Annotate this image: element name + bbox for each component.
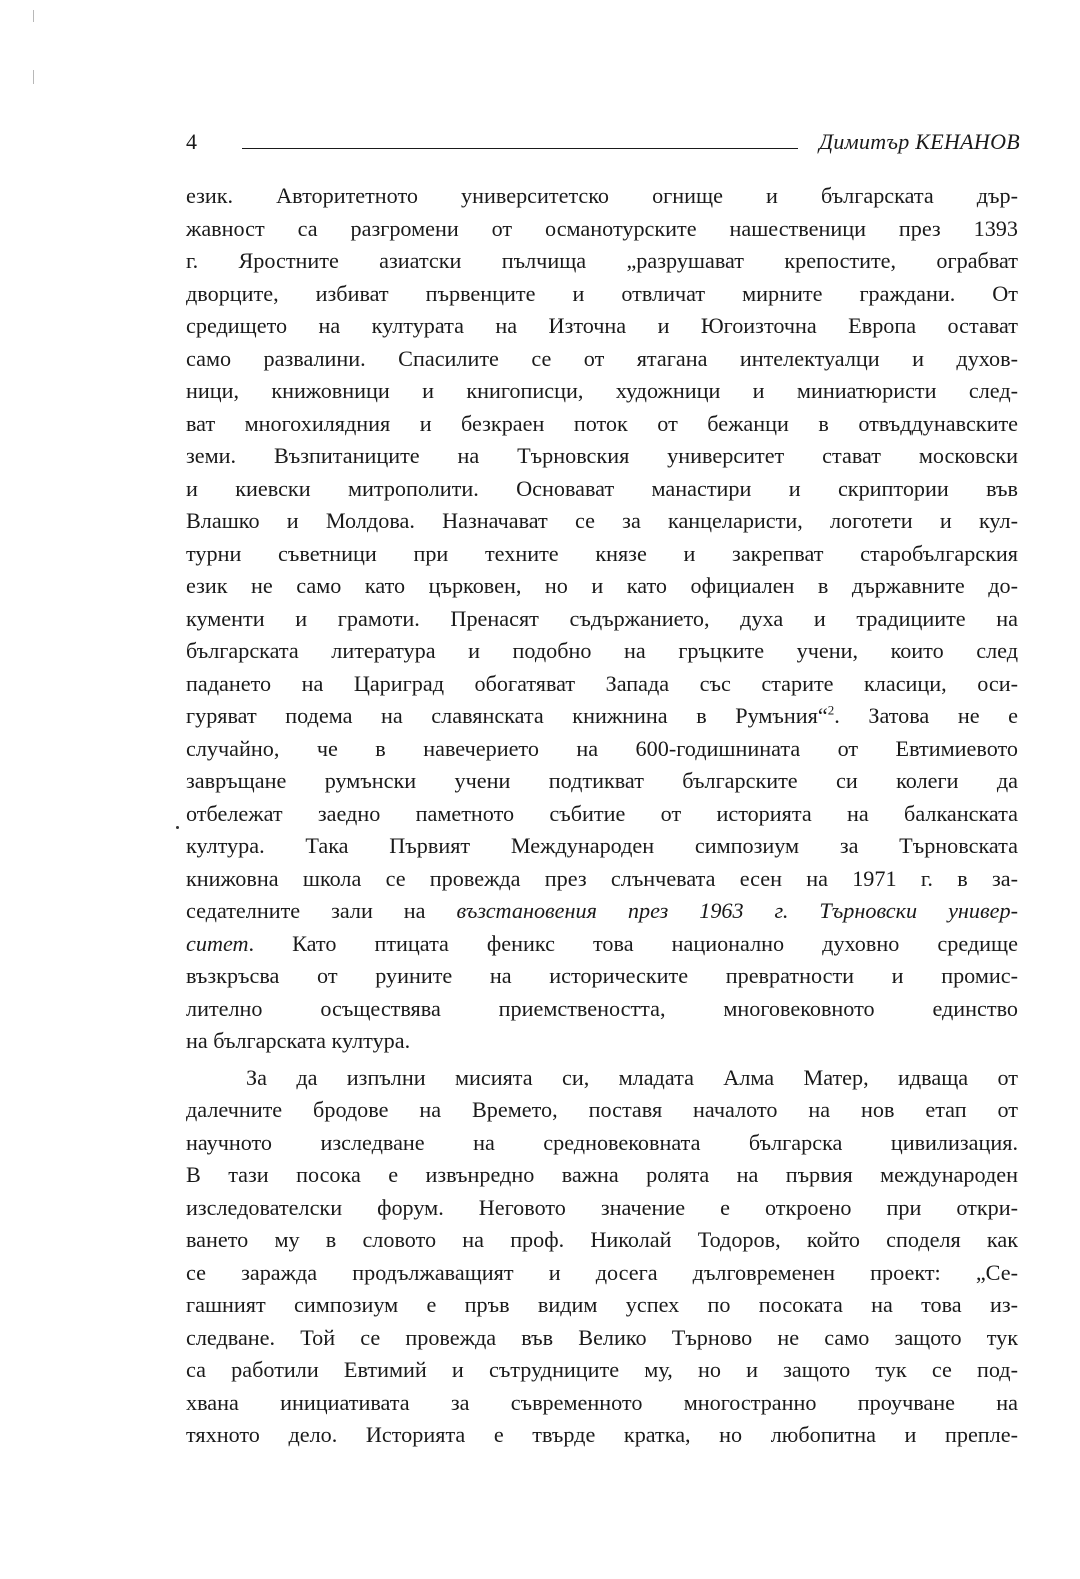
text-line: тяхното дело. Историята е твърде кратка, но любопитна и препле-: [186, 1422, 1018, 1447]
text-segment: . Затова не е: [834, 703, 1018, 728]
text-line: култура. Така Първият Международен симпозиум за Търновската: [186, 833, 1018, 858]
text-line: жавност са разгромени от османотурските нашественици през 1393: [186, 215, 1018, 241]
text-line: са работили Евтимий и сътрудниците му, но и защото тук се под-: [186, 1357, 1018, 1382]
text-line: средището на културата на Източна и Югоизточна Европа остават: [186, 313, 1018, 338]
scan-edge-mark: [33, 70, 34, 84]
text-line: случайно, че в навечерието на 600-годишнината от Евтимиевото: [186, 735, 1018, 761]
text-segment: . Като птицата феникс това национално духовно средище: [248, 930, 1018, 956]
text-line: книжовна школа се провежда през слънчевата есен на 1971 г. в за-: [186, 865, 1018, 891]
text-line: ници, книжовници и книгописци, художници и миниатюристи след-: [186, 378, 1018, 403]
text-line: ват многохилядния и безкраен поток от бежанци в отвъддунавските: [186, 410, 1018, 436]
text-line: ването му в словото на проф. Николай Тодоров, който споделя как: [186, 1227, 1018, 1252]
running-head: [186, 126, 1020, 160]
text-line: език. Авторитетното университетско огнище и българската дър-: [186, 183, 1018, 208]
paragraph-1: [186, 180, 1018, 1058]
text-line: земи. Възпитаниците на Търновския университет стават московски: [186, 443, 1018, 468]
text-segment: седателните зали на: [186, 898, 457, 923]
text-line: В тази посока е извънредно важна ролята на първия международен: [186, 1162, 1018, 1187]
text-line: отбележат заедно паметното събитие от историята на балканската: [186, 800, 1018, 826]
margin-dot: [176, 826, 179, 829]
text-line: [186, 700, 1018, 733]
text-line: изследователски форум. Неговото значение е откроено при откри-: [186, 1194, 1018, 1220]
text-line: турни съветници при техните князе и закрепват старобългарския: [186, 540, 1018, 566]
text-line: език не само като църковен, но и като официален в държавните до-: [186, 573, 1018, 598]
body-text: [186, 180, 1018, 1452]
text-line: г. Яростните азиатски пълчища „разрушават крепостите, ограбват: [186, 248, 1018, 273]
text-line: далечните бродове на Времето, поставя началото на нов етап от: [186, 1097, 1018, 1122]
text-line: и киевски митрополити. Основават манастири и скриптории във: [186, 475, 1018, 501]
text-line: научното изследване на средновековната българска цивилизация.: [186, 1129, 1018, 1155]
text-line: [186, 928, 1018, 961]
text-line: дворците, избиват първенците и отвличат мирните граждани. От: [186, 280, 1018, 306]
text-line: само развалини. Спасилите се от ятагана интелектуалци и духов-: [186, 345, 1018, 371]
paragraph-2: [186, 1062, 1018, 1452]
text-line: лително осъществява приемствеността, многовековното единство: [186, 995, 1018, 1021]
text-line: се заражда продължаващият и досега дълговременен проект: „Се-: [186, 1259, 1018, 1285]
page-number: 4: [186, 129, 197, 154]
text-line: хвана инициативата за съвременното многостранно проучване на: [186, 1389, 1018, 1415]
text-line: кументи и грамоти. Пренасят съдържанието, духа и традициите на: [186, 605, 1018, 631]
text-line: българската литература и подобно на гръцките учени, които след: [186, 638, 1018, 663]
text-line: [186, 895, 1018, 928]
text-line: За да изпълни мисията си, младата Алма Матер, идваща от: [246, 1064, 1018, 1090]
footnote-reference[interactable]: 2: [827, 702, 835, 718]
running-head-author: Димитър КЕНАНОВ: [819, 129, 1020, 154]
text-segment: гуряват подема на славянската книжнина в Румъния“: [186, 703, 828, 728]
text-line: гашният симпозиум е пръв видим успех по посоката на това из-: [186, 1292, 1018, 1317]
text-line: завръщане румънски учени подтикват българските си колеги да: [186, 768, 1018, 793]
text-line: възкръсва от руините на историческите превратности и промис-: [186, 963, 1018, 988]
header-rule: [242, 148, 798, 149]
italic-phrase: ситет: [186, 930, 249, 956]
scan-edge-mark: [33, 10, 34, 22]
text-line: Влашко и Молдова. Назначават се за канцеларисти, логотети и кул-: [186, 508, 1018, 533]
text-line: падането на Цариград обогатяват Запада със старите класици, оси-: [186, 670, 1018, 696]
text-line: на българската култура.: [186, 1028, 411, 1053]
text-line: следване. Той се провежда във Велико Търново не само защото тук: [186, 1324, 1018, 1350]
italic-phrase: възстановения през 1963 г. Търновски универ-: [456, 898, 1018, 923]
